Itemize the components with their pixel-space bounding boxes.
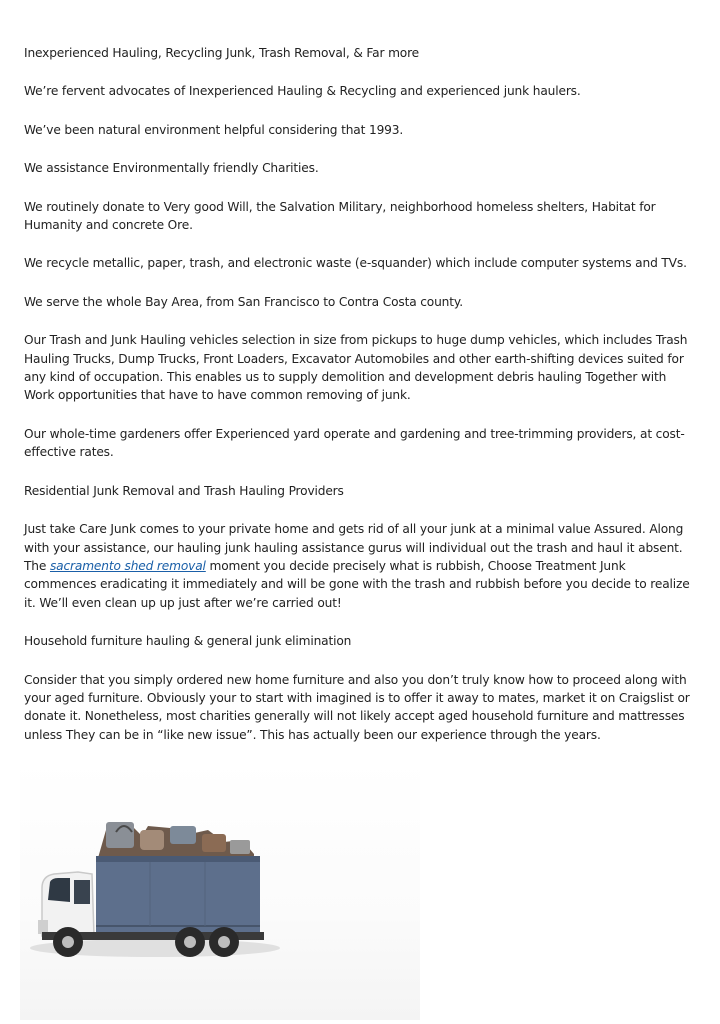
paragraph-vehicles: Our Trash and Junk Hauling vehicles selection in size from pickups to huge dump vehicles, which includes Trash Hauling Trucks, Dump Trucks, Front Loaders, Excavator Automobiles and other earth-shifting devices suited for any kind of occupation. This enables us to supply demolition and development debris hauling Together with Work opportunities that have to have common removing of junk.	[24, 333, 688, 403]
care-junk-text-end: moment you decide precisely what is rubbish, Choose Treatment Junk commences eradicating it immediately and will be gone with the trash and rubbish before you decide to realize it. We’ll even clean up up just after we’re carried out!	[24, 558, 690, 610]
heading-furniture: Household furniture hauling & general junk elimination	[24, 634, 352, 649]
paragraph-gardeners: Our whole-time gardeners offer Experienced yard operate and gardening and tree-trimming providers, at cost-effective rates.	[24, 426, 685, 460]
paragraph-recycle: We recycle metallic, paper, trash, and electronic waste (e-squander) which include computer systems and TVs.	[24, 256, 687, 271]
paragraph-service-area: We serve the whole Bay Area, from San Francisco to Contra Costa county.	[24, 294, 463, 309]
paragraph-advocates: We’re fervent advocates of Inexperienced Hauling & Recycling and experienced junk haulers.	[24, 84, 581, 99]
paragraph-donations: We routinely donate to Very good Will, the Salvation Military, neighborhood homeless shelters, Habitat for Humanity and concrete Ore.	[24, 199, 656, 233]
paragraph-title: Inexperienced Hauling, Recycling Junk, Trash Removal, & Far more	[24, 46, 420, 60]
heading-residential: Residential Junk Removal and Trash Hauling Providers	[24, 483, 344, 498]
junk-truck-icon	[20, 760, 420, 1020]
paragraph-charities: We assistance Environmentally friendly Charities.	[24, 161, 319, 176]
paragraph-care-junk	[24, 520, 696, 612]
paragraph-furniture: Consider that you simply ordered new home furniture and also you don’t truly know how to proceed along with your aged furniture. Obviously your to start with imagined is to offer it away to mates, market it on Craigslist or donate it. Nonetheless, most charities generally will not likely accept aged household furniture and mattresses unless They can be in “like new issue”. This has actually been our experience through the years.	[24, 672, 690, 742]
sacramento-shed-removal-link[interactable]: sacramento shed removal	[49, 558, 206, 573]
paragraph-since-1993: We’ve been natural environment helpful considering that 1993.	[24, 122, 404, 137]
care-junk-text-start: Just take Care Junk comes to your private home and gets rid of all your junk at a minimal value Assured. Along with your assistance, our hauling junk hauling assistance gurus will individual out the trash and haul it absent. The	[24, 522, 684, 573]
junk-truck-illustration	[20, 760, 420, 1020]
